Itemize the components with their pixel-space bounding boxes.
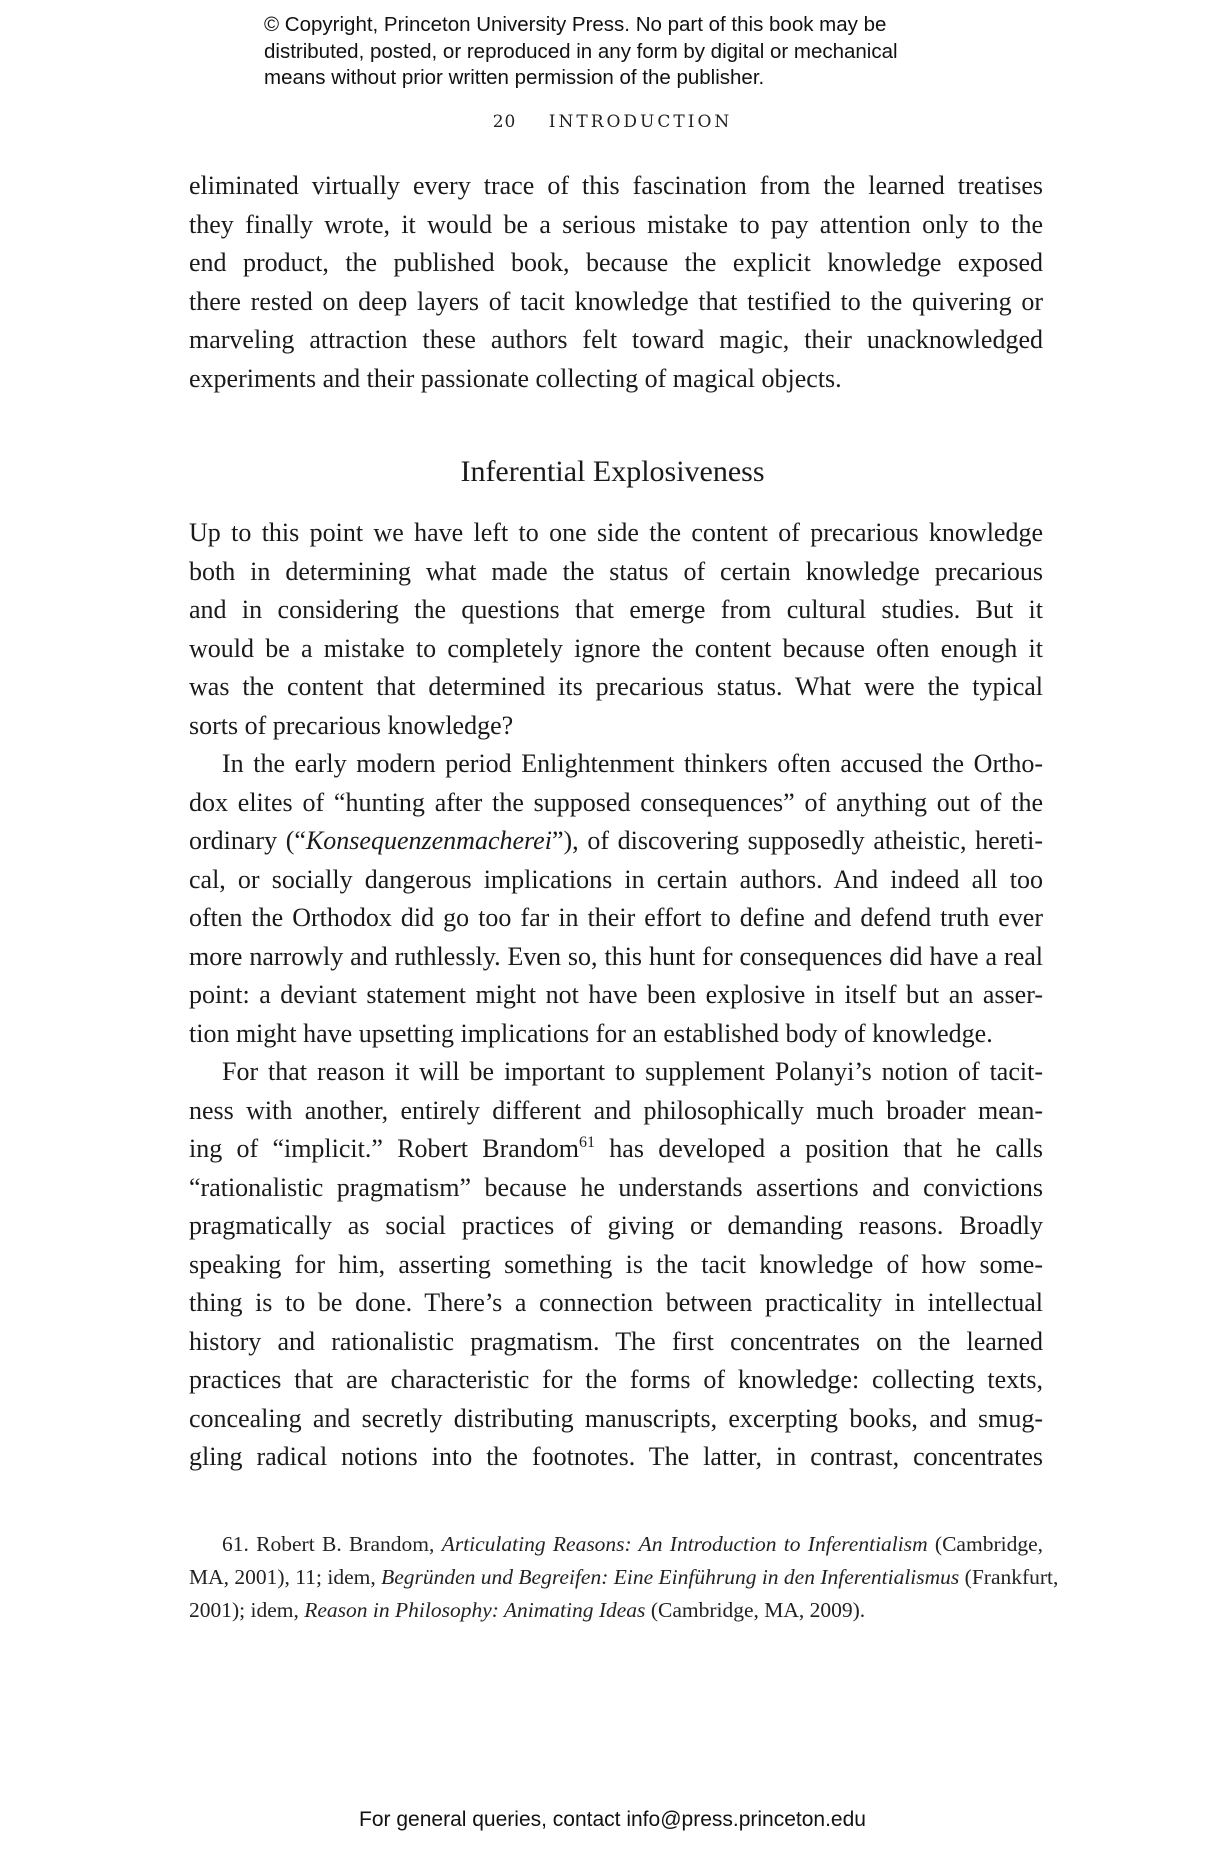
italic-term: Konsequenzenmacherei: [305, 826, 552, 855]
paragraph-2: [189, 514, 1043, 745]
text-line: end product, the published book, because the explicit knowledge exposed: [189, 248, 1043, 277]
text-line: cal, or socially dangerous implications in certain authors. And indeed all too: [189, 864, 1043, 894]
footnote-line: [189, 1594, 1043, 1627]
copyright-line: means without prior written permission of the publisher.: [264, 66, 765, 89]
text-line: thing is to be done. There’s a connection between practicality in intellectual: [189, 1288, 1043, 1317]
text-line: history and rationalistic pragmatism. The first concentrates on the learned: [189, 1326, 1043, 1356]
text-span: (Cambridge,: [927, 1532, 1044, 1556]
book-title: Begründen und Begreifen: Eine Einführung in den Inferentialismus: [381, 1565, 960, 1589]
footnote-line: [189, 1528, 1043, 1561]
text-span: 2001); idem,: [189, 1598, 305, 1622]
text-line: gling radical notions into the footnotes. The latter, in contrast, concentrates: [189, 1442, 1043, 1471]
text-line: there rested on deep layers of tacit knowledge that testified to the quivering or: [189, 286, 1043, 316]
text-line: would be a mistake to completely ignore the content because often enough it: [189, 633, 1043, 663]
copyright-notice: [264, 12, 984, 92]
text-line: both in determining what made the status of certain knowledge precarious: [189, 556, 1043, 586]
footnote-reference[interactable]: 61: [579, 1134, 596, 1151]
text-line: speaking for him, asserting something is the tacit knowledge of how some-: [189, 1249, 1043, 1279]
text-span: ing of “implicit.” Robert Brandom: [189, 1134, 580, 1163]
paragraph-3: [189, 745, 1043, 1053]
text-line: [189, 822, 1043, 861]
running-head: [0, 112, 1225, 132]
text-line: ness with another, entirely different and philosophically much broader mean-: [189, 1095, 1043, 1125]
text-span: ”), of discovering supposedly atheistic, hereti-: [551, 826, 1044, 855]
section-heading: Inferential Explosiveness: [460, 455, 765, 488]
book-title: Articulating Reasons: An Introduction to Inferentialism: [441, 1532, 928, 1556]
text-line: sorts of precarious knowledge?: [189, 710, 514, 740]
text-span: 61. Robert B. Brandom,: [222, 1532, 442, 1556]
page-number: 20: [492, 112, 517, 132]
text-line: For that reason it will be important to supplement Polanyi’s notion of tacit-: [222, 1057, 1043, 1086]
text-line: pragmatically as social practices of giving or demanding reasons. Broadly: [189, 1211, 1043, 1240]
copyright-line: © Copyright, Princeton University Press. No part of this book may be: [264, 13, 887, 36]
text-line: dox elites of “hunting after the supposed consequences” of anything out of the: [189, 787, 1043, 817]
text-span: has developed a position that he calls: [595, 1134, 1043, 1163]
text-line: was the content that determined its precarious status. What were the typical: [189, 672, 1043, 701]
copyright-line: distributed, posted, or reproduced in any form by digital or mechanical: [264, 39, 898, 63]
text-line: marveling attraction these authors felt toward magic, their unacknowledged: [189, 325, 1043, 354]
text-line: and in considering the questions that emerge from cultural studies. But it: [189, 595, 1043, 624]
contact-footer: For general queries, contact info@press.princeton.edu: [359, 1808, 866, 1831]
text-line: often the Orthodox did go too far in their effort to define and defend truth ever: [189, 903, 1043, 932]
text-line: tion might have upsetting implications for an established body of knowledge.: [189, 1018, 993, 1048]
paragraph-1: [189, 167, 1043, 398]
text-line: “rationalistic pragmatism” because he understands assertions and convictions: [189, 1172, 1043, 1202]
text-line: In the early modern period Enlightenment thinkers often accused the Ortho-: [222, 749, 1043, 778]
footnote-61: [189, 1528, 1059, 1627]
paragraph-4: [189, 1053, 1043, 1477]
chapter-title: INTRODUCTION: [548, 112, 733, 132]
text-line: point: a deviant statement might not have been explosive in itself but an asser-: [189, 980, 1043, 1009]
text-span: ordinary (“: [189, 826, 306, 855]
text-span: (Cambridge, MA, 2009).: [645, 1598, 866, 1622]
text-line: concealing and secretly distributing manuscripts, excerpting books, and smug-: [189, 1403, 1043, 1433]
text-line: more narrowly and ruthlessly. Even so, this hunt for consequences did have a real: [189, 941, 1043, 971]
text-span: MA, 2001), 11; idem,: [189, 1565, 382, 1589]
text-line: they finally wrote, it would be a serious mistake to pay attention only to the: [189, 209, 1043, 239]
text-line: Up to this point we have left to one side the content of precarious knowledge: [189, 518, 1043, 547]
footnote-line: [189, 1561, 1059, 1594]
book-title: Reason in Philosophy: Animating Ideas: [304, 1598, 646, 1622]
text-line: experiments and their passionate collecting of magical objects.: [189, 363, 842, 393]
text-line: practices that are characteristic for the forms of knowledge: collecting texts,: [189, 1365, 1043, 1394]
text-line: eliminated virtually every trace of this fascination from the learned treatises: [189, 171, 1043, 200]
text-span: (Frankfurt,: [959, 1565, 1059, 1589]
text-line: [189, 1130, 1043, 1169]
